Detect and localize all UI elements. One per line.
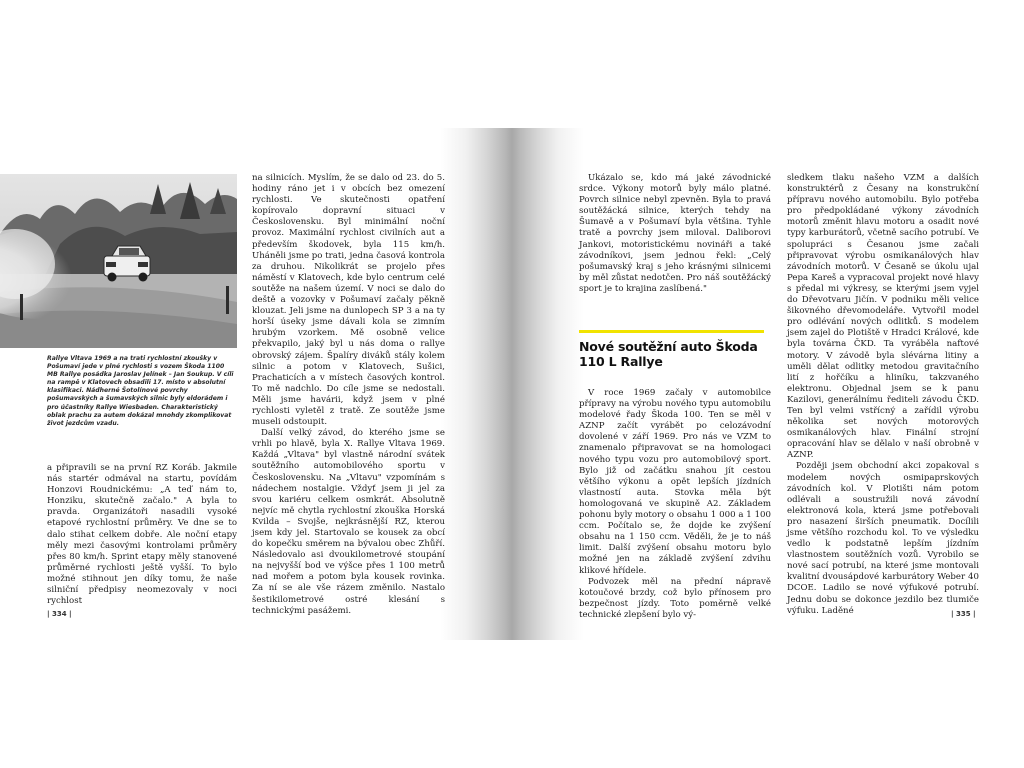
paragraph: Podvozek měl na přední nápravě kotoučové brzdy, což bylo přínosem pro bezpečnost jízdy. Toto poměrně velké technické zlepšení bylo vý- xyxy=(579,576,771,620)
right-page-column-1-top xyxy=(579,173,771,298)
photo-caption: Rallye Vltava 1969 a na trati rychlostní zkoušky v Pošumaví jede v plné rychlosti s vozem Škoda 1100 MB Rallye posádka Jaroslav Jelínek – Jan Soukup. V cíli na rampě v Klatovech obsadili 17. místo v absolutní klasifikaci. Nádherné Šotolínové povrchy pošumavských a šumavských silnic byly eldorádem i pro účastníky Rallye Wiesbaden. Charakteristický oblak prachu za autem dokázal mnohdy zkomplikovat život jezdcům vzadu. xyxy=(47,355,234,427)
right-page-column-1-body xyxy=(579,388,771,620)
paragraph: V roce 1969 začaly v automobilce přípravy na výrobu nového typu automobilu modelové řady Škoda 100. Ten se měl v AZNP začít vyrábět po celozávodní dovolené v září 1969. Pro nás ve VZM to znamenalo připravovat se na homologaci nového typu vozu pro automobilový sport. Bylo již od začátku snahou jít cestou většího výkonu a opět lepších jízdních vlastností auta. Stovka měla být homologovaná ve skupině A2. Základem pohonu byly motory o obsahu 1 000 a 1 100 ccm. Počítalo se, že dojde ke zvýšení obsahu na 1 150 ccm. Věděli, že je to náš limit. Další zvýšení obsahu motoru bylo možné jen na základě zvýšení zdvihu klikové hřídele. xyxy=(579,388,771,576)
page-number-left: | 334 | xyxy=(47,610,72,618)
paragraph: sledkem tlaku našeho VZM a dalších konstruktérů z Česany na konstrukční přípravu nového automobilu. Bylo potřeba pro předpokládané výkony závodních motorů změnit hlavu motoru a osadit nové typy karburátorů, včetně sacího potrubí. Ve spolupráci s Česanou jsme začali připravovat výrobu osmikanálových hlav závodních motorů. V Česaně se úkolu ujal Pepa Kareš a vypracoval projekt nové hlavy s předal mi výkresy, se kterými jsem vyjel do Dřevotvaru Jičín. V podniku měli velice šikovného dřevomodeláře. Vytvořil model pro odlévání nových odlitků. S modelem jsem zajel do Plotiště v Hradci Králové, kde byla továrna ČKD. Ta vyráběla naftové motory. V závodě byla slévárna litiny a uměli dělat odlitky metodou gravitačního lití z hořčíku a hliníku, takzvaného elektronu. Objednal jsem se k panu Kazilovi, generálnímu řediteli závodu ČKD. Ten byl velmi vstřícný a zařídil výrobu několika set nových motorových osmikanálových hlav. Finální strojní opracování hlav se dělalo v naší obrobně v AZNP. xyxy=(787,173,979,461)
rally-car-image xyxy=(0,174,237,348)
left-page-column-2 xyxy=(252,173,445,616)
paragraph: Další velký závod, do kterého jsme se vrhli po hlavě, byla X. Rallye Vltava 1969. Každá „Vltava" byl vlastně národní svátek soutěžního automobilového sportu v Československu. Na „Vltavu" vzpomínám s nádechem nostalgie. Vždyť jsem ji jel za svou kariéru celkem osmkrát. Absolutně nejvíc mě chytla rychlostní zkouška Horská Kvilda – Svojše, nejkrásnější RZ, kterou jsem kdy jel. Startovalo se kousek za obcí do kopečku směrem na bývalou obec Zhůří. Následovalo asi dvoukilometrové stoupání na nejvyšší bod ve výšce přes 1 100 metrů nad mořem a potom byla kousek rovinka. Za ní se ale vše rázem změnilo. Nastalo šestikilometrové ostré klesání s technickými pasážemi. xyxy=(252,428,445,616)
paragraph: Později jsem obchodní akci zopakoval s modelem nových osmipaprskových závodních kol. V Plotišti nám potom odlévali a soustružili nová závodní elektronová kola, která jsme potřebovali pro nasazení širších pneumatik. Docílili jsme většího rozchodu kol. To ve výsledku vedlo k podstatně lepším jízdním vlastnostem soutěžních vozů. Vyrobilo se nové sací potrubí, na které jsme montovali kvalitní dvousápdové karburátory Weber 40 DCOE. Ladilo se nové výfukové potrubí. Jednu dobu se dokonce jezdilo bez tlumiče výfuku. Laděné xyxy=(787,461,979,616)
paragraph: a připravili se na první RZ Koráb. Jakmile nás startér odmával na startu, povídám Honzovi Roudnickému: „A teď nám to, Honziku, skutečně začalo." A byla to pravda. Organizátoři nasadili vysoké etapové rychlostní průměry. Ve dne se to dalo stihat celkem dobře. Ale noční etapy měly mezi časovými kontrolami průměry přes 80 km/h. Sprint etapy měly stanovené průměrné rychlosti ještě vyšší. To bylo možné stihnout jen díky tomu, že naše silniční předpisy neomezovaly v noci rychlost xyxy=(47,463,237,607)
section-heading: Nové soutěžní auto Škoda 110 L Rallye xyxy=(579,339,758,369)
paragraph: Ukázalo se, kdo má jaké závodnické srdce. Výkony motorů byly málo platné. Povrch silnice nebyl zpevněn. Byla to pravá soutěžácká silnice, kterých tehdy na Šumavě a v Pošumaví byla většina. Tyhle tratě a povrchy jsem miloval. Daliborovi Jankovi, motoristickému novináři a také závodníkovi, jsem jednou řekl: „Celý pošumavský kraj s jeho krásnými silnicemi by měl zůstat nedotčen. Pro náš soutěžácký sport je to krajina zaslíbená." xyxy=(579,173,771,294)
rally-photo xyxy=(0,174,237,348)
paragraph: na silnicích. Myslím, že se dalo od 23. do 5. hodiny ráno jet i v obcích bez omezení rychlosti. Ve skutečnosti opatření kopírovalo dopravní situaci v Československu. Byl minimální noční provoz. Maximální rychlost civilních aut a především škodovek, byla 115 km/h. Uháněli jsme po trati, jedna časová kontrola za druhou. Nikolikrát se projelo přes náměstí v Klatovech, kde bylo centrum celé soutěže na našem území. V noci se dalo do deště a vozovky v Pošumaví začaly pěkně klouzat. Jeli jsme na dunlopech SP 3 a na ty horší úseky jsme dávali kola se zimním hrubým vzorkem. Mě osobně velice překvapilo, jaký byl u nás doma o rallye obrovský zájem. Špalíry diváků stály kolem silnic a potom v Klatovech, Sušici, Prachaticích a v místech časových kontrol. To mě nadchlo. Do cíle jsme se nedostali. Měli jsme havárii, když jsem v plné rychlosti vyletěl z tratě. Ze soutěže jsme museli odstoupit. xyxy=(252,173,445,428)
section-heading-rule xyxy=(579,330,764,333)
page-number-right: | 335 | xyxy=(951,610,976,618)
left-page-column-1 xyxy=(47,463,237,607)
